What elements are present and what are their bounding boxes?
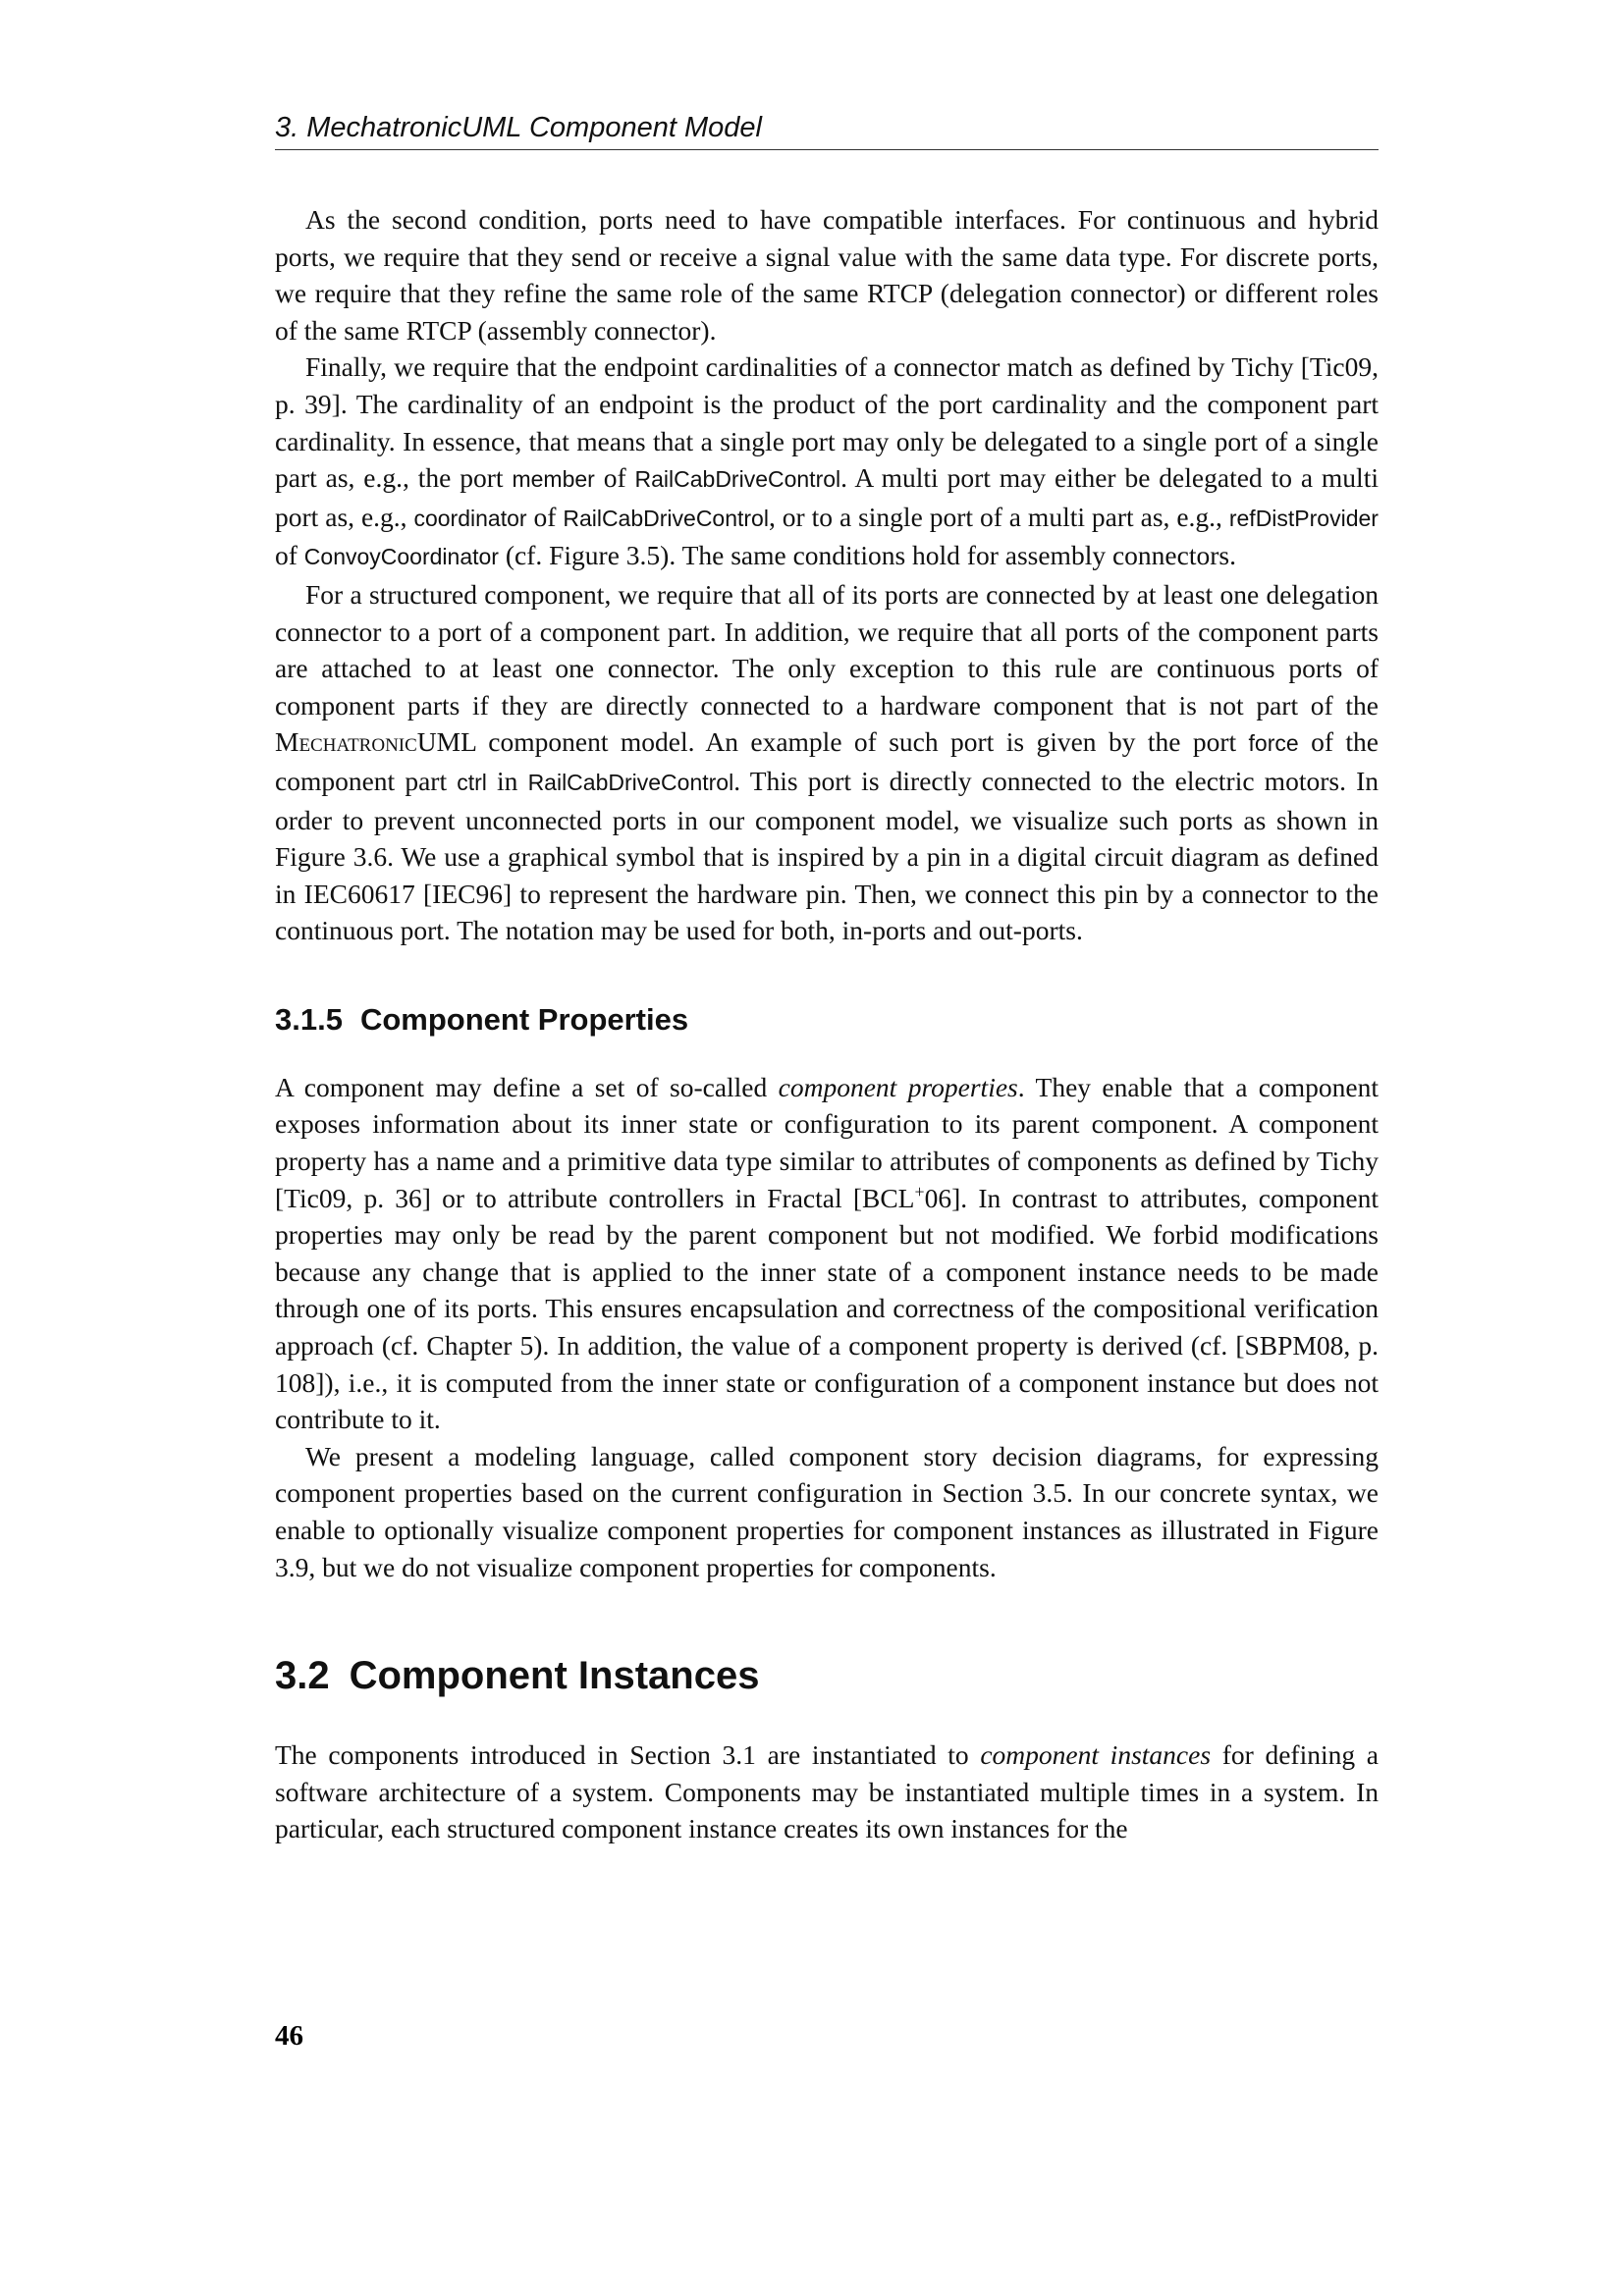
text-run: . This port is directly connected to the electric motors. In order to prevent unconnected ports in our component model, we visualize such ports as shown in Figure 3.6. We use a graphical symbol that is inspired by a pin in a digital circuit diagram as defined in IEC60617 [IEC96] to represent the hardware pin. Then, we connect this pin by a connector to the continuous port. The notation may be used for both, in-ports and out-ports. bbox=[275, 765, 1379, 946]
text-run: A component may define a set of so-called bbox=[275, 1071, 779, 1102]
text-run: (cf. Figure 3.5). The same conditions hold for assembly connectors. bbox=[498, 540, 1236, 571]
text-run: component model. An example of such port is given by the port bbox=[475, 726, 1249, 758]
paragraph-component-instances bbox=[275, 1736, 1379, 1847]
code-term: RailCabDriveControl bbox=[634, 466, 841, 493]
page-number: 46 bbox=[275, 2020, 303, 2052]
text-run: of bbox=[526, 501, 564, 532]
text-run: 06]. In contrast to attributes, component properties may only be read by the parent component but not modified. We forbid modifications because any change that is applied to the inner state of a component instance needs to be made through one of its ports. This ensures encapsulation and correctness of the compositional verification approach (cf. Chapter 5). In addition, the value of a component property is derived (cf. [SBPM08, p. 108]), i.e., it is computed from the inner state or configuration of a component instance but does not contribute to it. bbox=[275, 1182, 1379, 1435]
text-run: As the second condition, ports need to have compatible interfaces. For continuous and hybrid ports, we require that they send or receive a signal value with the same data type. For discrete ports, we require that they refine the same role of the same RTCP (delegation connector) or different roles of the same RTCP (assembly connector). bbox=[275, 204, 1379, 346]
subsection-title: Component Properties bbox=[359, 1001, 689, 1037]
code-term: coordinator bbox=[413, 505, 527, 531]
text-run: Finally, we require that the endpoint cardinalities of a connector match as defined by Tichy [Tic09, p. 39]. The cardinality of an endpoint is the product of the port cardinality and the component part cardinality. In essence, that means that a single port may only be delegated to a single port of a single part as, e.g., the port bbox=[275, 351, 1379, 494]
subsection-number: 3.1.5 bbox=[275, 1001, 343, 1037]
text-run: of bbox=[275, 540, 304, 571]
emphasis-term: component instances bbox=[980, 1739, 1212, 1771]
paragraph-port-interfaces bbox=[275, 201, 1379, 348]
code-term: ctrl bbox=[457, 769, 487, 795]
section-heading bbox=[275, 1652, 1379, 1699]
paragraph-structured-component bbox=[275, 576, 1379, 949]
paragraph-modeling-language bbox=[275, 1438, 1379, 1585]
text-run: , or to a single port of a multi part as, e.g., bbox=[768, 501, 1229, 532]
emphasis-term: component properties bbox=[778, 1071, 1018, 1102]
text-run: of the component part bbox=[275, 726, 1379, 796]
text-run: . A multi port may either be delegated to a multi port as, e.g., bbox=[275, 462, 1379, 532]
small-caps-term: Mechatronic bbox=[275, 726, 417, 758]
text-run: of bbox=[594, 462, 635, 494]
running-head: 3. MechatronicUML Component Model bbox=[275, 108, 1379, 150]
text-run: The components introduced in Section 3.1 are instantiated to bbox=[275, 1739, 981, 1771]
paragraph-cardinalities bbox=[275, 348, 1379, 576]
text-run: in bbox=[486, 765, 528, 796]
text-run: We present a modeling language, called component story decision diagrams, for expressing component properties based on the current configuration in Section 3.5. In our concrete syntax, we enable to optionally visualize component properties for component instances as illustrated in Figure 3.9, but we do not visualize component properties for components. bbox=[275, 1440, 1379, 1582]
code-term: refDistProvider bbox=[1228, 505, 1379, 531]
code-term: force bbox=[1248, 730, 1299, 757]
page bbox=[275, 108, 1379, 1847]
code-term: RailCabDriveControl bbox=[527, 769, 734, 795]
text-run: for defining a software architecture of a system. Components may be instantiated multiple times in a system. In particular, each structured component instance creates its own instances for the bbox=[275, 1739, 1379, 1844]
section-number: 3.2 bbox=[275, 1654, 330, 1698]
superscript: + bbox=[914, 1181, 925, 1201]
text-run: . They enable that a component exposes information about its inner state or configuration to its parent component. A component property has a name and a primitive data type similar to attributes of components as defined by Tichy [Tic09, p. 36] or to attribute controllers in Fractal [BCL bbox=[275, 1071, 1379, 1213]
paragraph-component-properties bbox=[275, 1069, 1379, 1438]
section-title: Component Instances bbox=[349, 1654, 760, 1698]
subsection-heading bbox=[275, 1000, 1379, 1040]
code-term: member bbox=[512, 466, 595, 493]
code-term: RailCabDriveControl bbox=[563, 505, 769, 531]
text-run: UML bbox=[416, 726, 476, 758]
code-term: ConvoyCoordinator bbox=[303, 544, 499, 570]
body-text bbox=[275, 201, 1379, 1847]
text-run: For a structured component, we require that all of its ports are connected by at least one delegation connector to a port of a component part. In addition, we require that all ports of the component parts are attached to at least one connector. The only exception to this rule are continuous ports of component parts if they are directly connected to a hardware component that is not part of the bbox=[275, 578, 1379, 721]
